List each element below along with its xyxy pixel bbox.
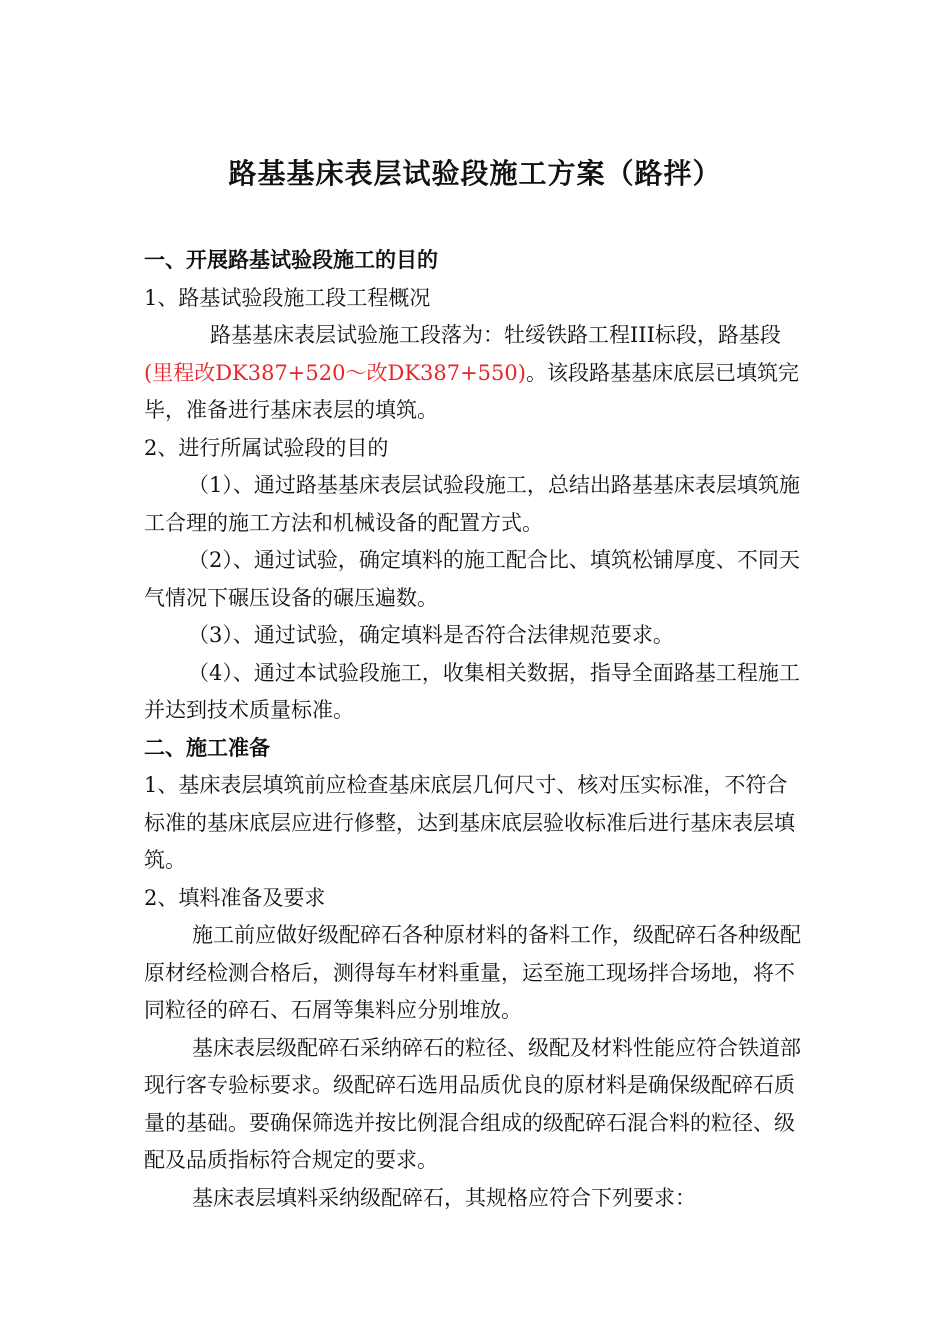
mileage-range: (里程改DK387+520～改DK387+550): [144, 360, 526, 385]
document-title: 路基基床表层试验段施工方案（路拌）: [228, 157, 722, 190]
section2-paragraph-1: 1、基床表层填筑前应检查基床底层几何尺寸、核对压实标准，不符合标准的基床底层应进行修整，达到基床底层验收标准后进行基床表层填筑。: [144, 773, 795, 872]
document-body: [144, 242, 806, 1217]
purpose-item-4: （4）、通过本试验段施工，收集相关数据，指导全面路基工程施工并达到技术质量标准。: [144, 660, 800, 722]
section2-paragraph-2: 施工前应做好级配碎石各种原材料的备料工作，级配碎石各种级配原材经检测合格后，测得每车材料重量，运至施工现场拌合场地，将不同粒径的碎石、石屑等集料应分别堆放。: [144, 923, 801, 1022]
overview-text-b: 。该段路基基床底层已填筑完毕，准备进行基床表层的填筑。: [144, 360, 799, 422]
section2-paragraph-4: 基床表层填料采纳级配碎石，其规格应符合下列要求：: [192, 1185, 696, 1210]
purpose-item-2: （2）、通过试验，确定填料的施工配合比、填筑松铺厚度、不同天气情况下碾压设备的碾压遍数。: [144, 548, 800, 610]
section2-heading: 二、施工准备: [144, 735, 270, 760]
section2-sub2-heading: 2、填料准备及要求: [144, 885, 326, 910]
section1-sub1-paragraph: [144, 317, 806, 430]
purpose-item-3: （3）、通过试验，确定填料是否符合法律规范要求。: [188, 623, 674, 647]
section1-heading: 一、开展路基试验段施工的目的: [144, 248, 438, 272]
purpose-item-1: （1）、通过路基基床表层试验段施工，总结出路基基床表层填筑施工合理的施工方法和机械设备的配置方式。: [144, 473, 800, 535]
section2-paragraph-3: 基床表层级配碎石采纳碎石的粒径、级配及材料性能应符合铁道部现行客专验标要求。级配碎石选用品质优良的原材料是确保级配碎石质量的基础。要确保筛选并按比例混合组成的级配碎石混合料的粒径、级配及品质指标符合规定的要求。: [144, 1035, 801, 1172]
section1-sub1-heading: 1、路基试验段施工段工程概况: [144, 285, 431, 310]
section1-sub2-heading: 2、进行所属试验段的目的: [144, 435, 389, 460]
overview-text-a: 路基基床表层试验施工段落为：牡绥铁路工程III标段，路基段: [210, 323, 781, 347]
